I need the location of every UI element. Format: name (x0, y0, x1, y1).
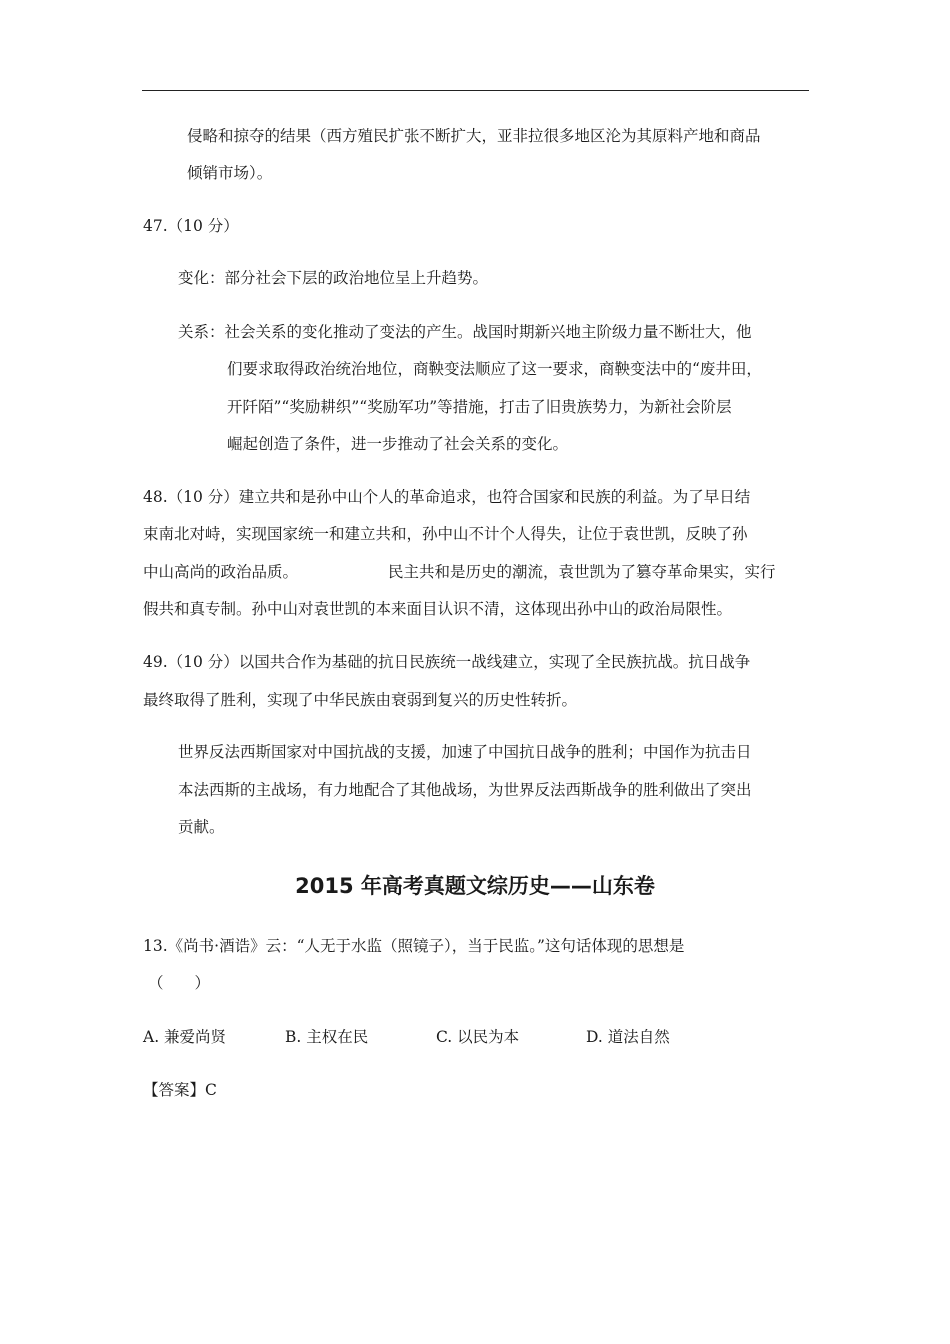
q49-part2-line-1: 世界反法西斯国家对中国抗战的支援，加速了中国抗日战争的胜利；中国作为抗击日 (178, 743, 752, 761)
q13-blank: （ ） (148, 974, 211, 992)
q48-line-3a: 中山高尚的政治品质。 (143, 563, 299, 581)
header-rule (142, 90, 809, 91)
section-title: 2015 年高考真题文综历史——山东卷 (295, 874, 655, 898)
q49-part2-line-3: 贡献。 (178, 818, 225, 836)
q13-option-d: D. 道法自然 (586, 1028, 670, 1046)
q13-option-a: A. 兼爱尚贤 (143, 1028, 227, 1046)
q13-answer: 【答案】C (143, 1081, 217, 1099)
q49-line-1: 49.（10 分）以国共合作为基础的抗日民族统一战线建立，实现了全民族抗战。抗日战争 (143, 653, 751, 671)
q48-line-3b: 民主共和是历史的潮流，袁世凯为了篡夺革命果实，实行 (388, 563, 776, 581)
q47-header: 47.（10 分） (143, 217, 239, 235)
q48-line-4: 假共和真专制。孙中山对袁世凯的本来面目认识不清，这体现出孙中山的政治局限性。 (143, 600, 733, 618)
q49-line-2: 最终取得了胜利，实现了中华民族由衰弱到复兴的历史性转折。 (143, 691, 578, 709)
q13-option-c: C. 以民为本 (436, 1028, 520, 1046)
q13-stem: 13.《尚书·酒诰》云：“人无于水监（照镜子），当于民监。”这句话体现的思想是 (143, 937, 685, 955)
q47-relation-line-2: 们要求取得政治统治地位，商鞅变法顺应了这一要求，商鞅变法中的“废井田， (227, 360, 762, 378)
q47-relation-line-3: 开阡陌”“奖励耕织”“奖励军功”等措施，打击了旧贵族势力，为新社会阶层 (227, 398, 732, 416)
q46-tail-line-1: 侵略和掠夺的结果（西方殖民扩张不断扩大，亚非拉很多地区沦为其原料产地和商品 (187, 127, 761, 145)
q13-options (143, 1027, 670, 1047)
q48-line-1: 48.（10 分）建立共和是孙中山个人的革命追求，也符合国家和民族的利益。为了早日结 (143, 488, 751, 506)
q47-relation-line-4: 崛起创造了条件，进一步推动了社会关系的变化。 (227, 435, 569, 453)
q13-option-b: B. 主权在民 (285, 1028, 369, 1046)
q49-part2-line-2: 本法西斯的主战场，有力地配合了其他战场，为世界反法西斯战争的胜利做出了突出 (178, 781, 752, 799)
q46-tail-line-2: 倾销市场）。 (187, 164, 273, 182)
q48-line-2: 束南北对峙，实现国家统一和建立共和，孙中山不计个人得失，让位于袁世凯，反映了孙 (143, 525, 748, 543)
q47-relation-line-1: 关系：社会关系的变化推动了变法的产生。战国时期新兴地主阶级力量不断壮大，他 (178, 323, 752, 341)
q47-change: 变化：部分社会下层的政治地位呈上升趋势。 (178, 269, 489, 287)
